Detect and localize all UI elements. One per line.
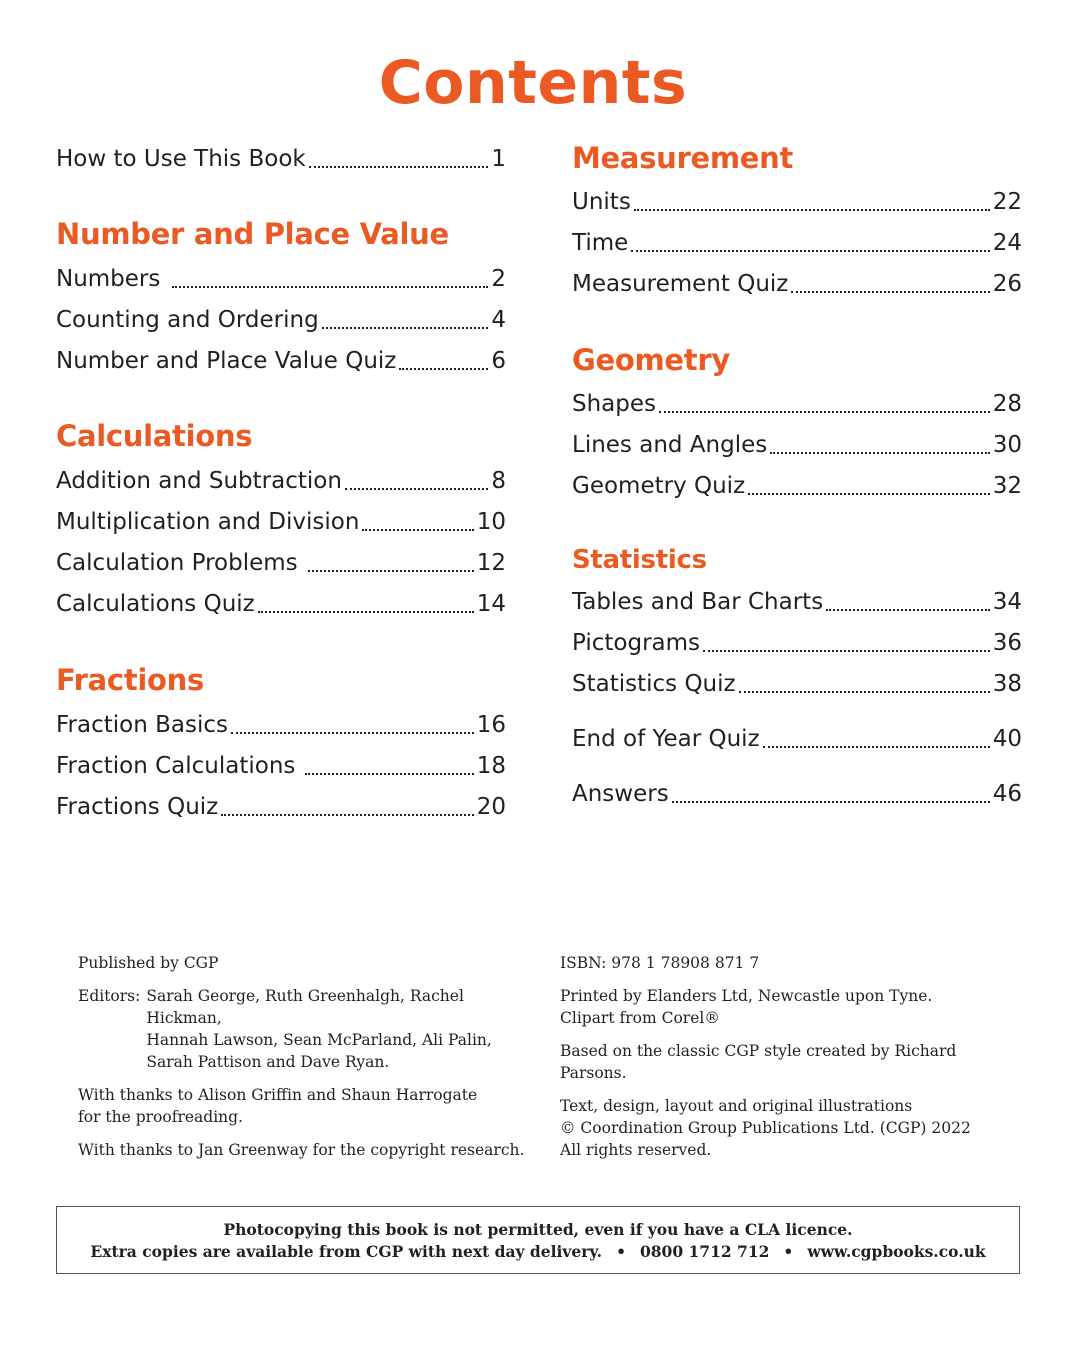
bullet-separator: • — [783, 1242, 794, 1261]
copyright-research-thanks: With thanks to Jan Greenway for the copyright research. — [78, 1141, 525, 1159]
toc-entry[interactable] — [56, 301, 506, 335]
proofreading-thanks-line: for the proofreading. — [78, 1108, 243, 1126]
phone-number: 0800 1712 712 — [639, 1242, 770, 1261]
toc-entry-answers[interactable] — [572, 775, 1022, 809]
toc-entry-page: 2 — [491, 266, 506, 292]
toc-entry[interactable] — [56, 747, 506, 781]
toc-entry-page: 1 — [491, 146, 506, 172]
toc-entry-label: Counting and Ordering — [56, 307, 319, 333]
toc-entry-label: Fraction Calculations — [56, 753, 296, 779]
toc-entry-how-to-use[interactable] — [56, 140, 506, 174]
dot-leader — [631, 249, 989, 252]
toc-entry[interactable] — [572, 583, 1022, 617]
toc-entry-label: Fraction Basics — [56, 712, 228, 738]
dot-leader — [672, 800, 990, 803]
toc-entry-page: 8 — [491, 468, 506, 494]
printed-by-line: Printed by Elanders Ltd, Newcastle upon Tyne. — [560, 987, 933, 1005]
website-link[interactable]: www.cgpbooks.co.uk — [807, 1242, 986, 1261]
toc-entry-page: 12 — [476, 550, 506, 576]
photocopy-notice-box — [56, 1206, 1020, 1274]
dot-leader — [770, 451, 989, 454]
toc-entry-label: Answers — [572, 781, 669, 807]
dot-leader — [703, 649, 990, 652]
toc-entry-label: Number and Place Value Quiz — [56, 348, 397, 374]
toc-entry[interactable] — [572, 224, 1022, 258]
dot-leader — [221, 813, 473, 816]
dot-leader — [634, 208, 990, 211]
section-heading-fractions: Fractions — [56, 663, 204, 697]
toc-entry-label: Multiplication and Division — [56, 509, 360, 535]
toc-entry-page: 4 — [491, 307, 506, 333]
toc-entry-label: End of Year Quiz — [572, 726, 760, 752]
toc-entry[interactable] — [572, 265, 1022, 299]
clipart-line: Clipart from Corel® — [560, 1009, 720, 1027]
toc-entry[interactable] — [56, 788, 506, 822]
toc-entry-page: 14 — [476, 591, 506, 617]
dot-leader — [322, 326, 489, 329]
proofreading-thanks-line: With thanks to Alison Griffin and Shaun Harrogate — [78, 1086, 478, 1104]
toc-entry-page: 20 — [476, 794, 506, 820]
toc-entry[interactable] — [56, 503, 506, 537]
toc-entry-page: 16 — [476, 712, 506, 738]
toc-entry-label: Tables and Bar Charts — [572, 589, 824, 615]
extra-copies-line — [57, 1241, 1019, 1263]
dot-leader — [399, 367, 488, 370]
dot-leader — [791, 290, 989, 293]
toc-entry[interactable] — [572, 624, 1022, 658]
toc-entry-page: 22 — [992, 189, 1022, 215]
editors-label: Editors: — [78, 987, 141, 1005]
dot-leader — [763, 745, 990, 748]
editors-line: Sarah Pattison and Dave Ryan. — [146, 1053, 390, 1071]
dot-leader — [172, 285, 488, 288]
toc-entry[interactable] — [56, 462, 506, 496]
toc-entry-page: 26 — [992, 271, 1022, 297]
section-heading-number-place-value: Number and Place Value — [56, 217, 449, 251]
toc-entry-label: Fractions Quiz — [56, 794, 219, 820]
isbn: ISBN: 978 1 78908 871 7 — [560, 954, 760, 972]
dot-leader — [231, 731, 474, 734]
dot-leader — [258, 610, 474, 613]
dot-leader — [345, 487, 488, 490]
toc-entry[interactable] — [56, 544, 506, 578]
printed-by — [560, 985, 1020, 1029]
toc-entry-page: 10 — [476, 509, 506, 535]
toc-entry[interactable] — [572, 426, 1022, 460]
based-on: Based on the classic CGP style created by Richard Parsons. — [560, 1042, 957, 1082]
toc-entry-label: Calculation Problems — [56, 550, 298, 576]
proofreading-thanks — [78, 1084, 538, 1128]
dot-leader — [659, 410, 990, 413]
toc-entry-label: Numbers — [56, 266, 161, 292]
copyright-line: Text, design, layout and original illustrations — [560, 1097, 913, 1115]
toc-entry-page: 40 — [992, 726, 1022, 752]
toc-entry-page: 28 — [992, 391, 1022, 417]
editors-names — [146, 985, 538, 1073]
toc-entry-label: Lines and Angles — [572, 432, 768, 458]
dot-leader — [305, 772, 473, 775]
dot-leader — [739, 690, 990, 693]
credits-right — [560, 952, 1020, 1172]
toc-entry[interactable] — [572, 467, 1022, 501]
toc-entry-page: 6 — [491, 348, 506, 374]
toc-entry-page: 24 — [992, 230, 1022, 256]
toc-entry-label: Addition and Subtraction — [56, 468, 342, 494]
section-heading-statistics: Statistics — [572, 545, 707, 575]
editors — [78, 985, 538, 1073]
copyright-line: © Coordination Group Publications Ltd. (CGP) 2022 — [560, 1119, 971, 1137]
toc-entry-label: Time — [572, 230, 629, 256]
toc-entry-label: Units — [572, 189, 631, 215]
toc-entry-page: 18 — [476, 753, 506, 779]
toc-entry-label: Geometry Quiz — [572, 473, 746, 499]
editors-line: Hannah Lawson, Sean McParland, Ali Palin, — [146, 1031, 492, 1049]
dot-leader — [362, 528, 473, 531]
toc-entry-page: 36 — [992, 630, 1022, 656]
dot-leader — [309, 165, 489, 168]
copyright — [560, 1095, 1020, 1161]
editors-line: Sarah George, Ruth Greenhalgh, Rachel Hickman, — [146, 987, 464, 1027]
dot-leader — [748, 492, 990, 495]
toc-entry[interactable] — [572, 665, 1022, 699]
credits-left — [78, 952, 538, 1172]
toc-entry[interactable] — [572, 183, 1022, 217]
dot-leader — [826, 608, 990, 611]
toc-entry[interactable] — [56, 585, 506, 619]
extra-copies-text: Extra copies are available from CGP with next day delivery. — [90, 1242, 603, 1261]
published-by: Published by CGP — [78, 954, 219, 972]
bullet-separator: • — [616, 1242, 626, 1261]
page-title: Contents — [378, 48, 688, 118]
toc-entry-page: 34 — [992, 589, 1022, 615]
toc-entry[interactable] — [572, 385, 1022, 419]
toc-entry-label: How to Use This Book — [56, 146, 306, 172]
toc-entry-page: 32 — [992, 473, 1022, 499]
toc-entry[interactable] — [56, 706, 506, 740]
section-heading-calculations: Calculations — [56, 419, 253, 453]
toc-entry[interactable] — [56, 260, 506, 294]
toc-entry-label: Pictograms — [572, 630, 701, 656]
toc-entry-label: Measurement Quiz — [572, 271, 789, 297]
toc-entry-label: Calculations Quiz — [56, 591, 255, 617]
copyright-line: All rights reserved. — [560, 1141, 712, 1159]
toc-entry-end-of-year-quiz[interactable] — [572, 720, 1022, 754]
toc-entry-page: 38 — [992, 671, 1022, 697]
section-heading-measurement: Measurement — [572, 141, 794, 175]
section-heading-geometry: Geometry — [572, 343, 730, 377]
toc-entry-label: Statistics Quiz — [572, 671, 736, 697]
photocopy-notice: Photocopying this book is not permitted, even if you have a CLA licence. — [223, 1220, 853, 1239]
toc-entry-label: Shapes — [572, 391, 657, 417]
toc-entry-page: 46 — [992, 781, 1022, 807]
toc-entry[interactable] — [56, 342, 506, 376]
dot-leader — [308, 569, 474, 572]
toc-entry-page: 30 — [992, 432, 1022, 458]
